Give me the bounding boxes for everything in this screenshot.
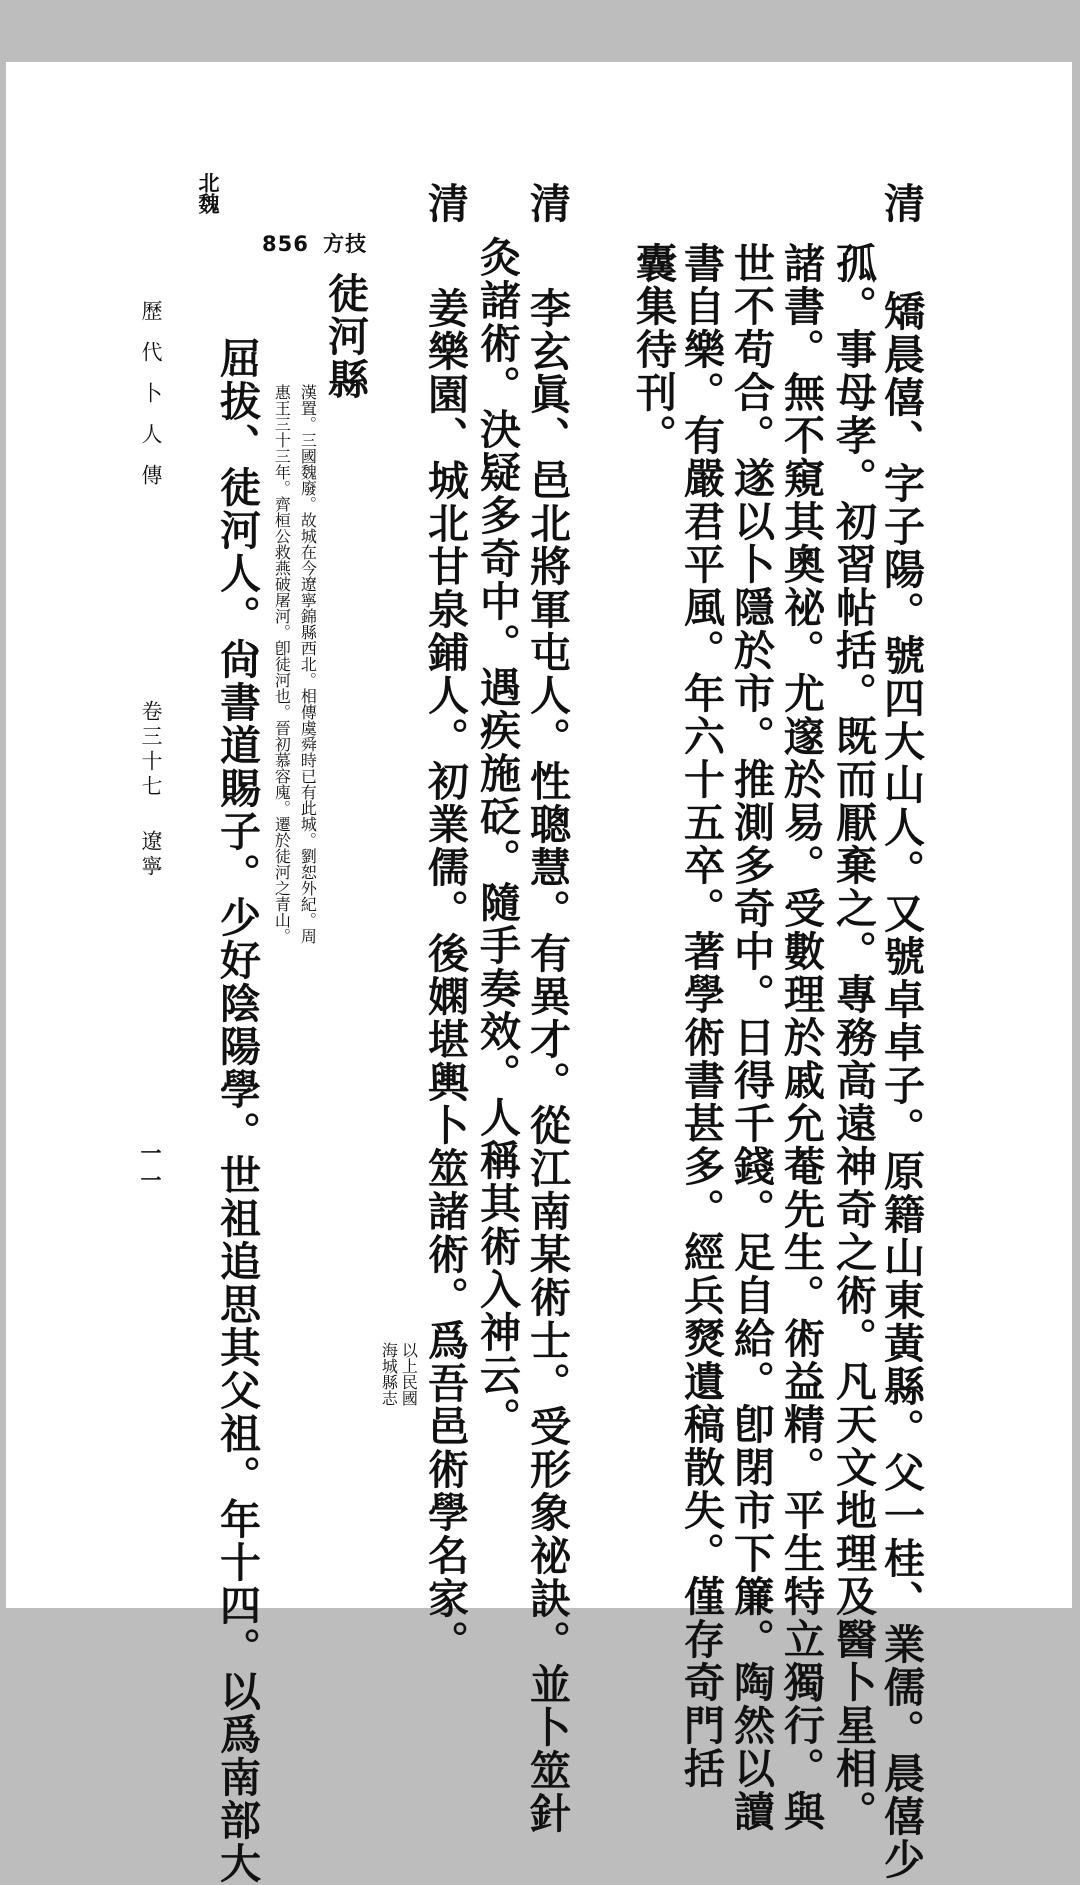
text-column-3: 諸書。無不窺其奧祕。尤邃於易。受數理於戚允菴先生。術益精。平生特立獨行。與 xyxy=(777,242,825,1833)
entry-3-heading: 清 xyxy=(421,182,469,223)
source-note-line-2: 海城縣志 xyxy=(379,1342,399,1406)
volume-label: 卷三十七 xyxy=(139,700,163,800)
place-name-heading: 徒河縣 xyxy=(321,272,369,401)
book-title: 歷代卜人傳 xyxy=(139,300,163,505)
source-note-line-1: 以上民國 xyxy=(399,1342,419,1406)
text-column-6: 囊集待刊。 xyxy=(629,242,677,457)
text-column-11: 屈拔、徒河人。尙書道賜子。少好陰陽學。世祖追思其父祖。年十四。以爲南部大 xyxy=(213,337,261,1885)
text-column-7: 李玄眞、邑北將軍屯人。性聰慧。有異才。從江南某術士。受形象祕訣。並卜筮針 xyxy=(523,287,571,1835)
text-column-5: 書自樂。有嚴君平風。年六十五卒。著學術書甚多。經兵燹遺稿散失。僅存奇門括 xyxy=(677,242,725,1790)
entry-1-heading: 清 xyxy=(877,182,925,223)
entry-4-dynasty: 北魏 xyxy=(196,172,221,214)
book-page xyxy=(6,62,1072,1885)
text-column-4: 世不苟合。遂以卜隱於市。推測多奇中。日得千錢。足自給。卽閉市下簾。陶然以讀 xyxy=(727,242,775,1833)
section-label: 方技 xyxy=(323,232,368,256)
text-column-2: 孤。事母孝。初習帖括。既而厭棄之。專務高遠神奇之術。凡天文地理及醫卜星相。 xyxy=(829,242,877,1833)
text-column-1: 矯晨僖、字子陽。號四大山人。又號卓卓子。原籍山東黃縣。父一桂、業儒。晨僖少 xyxy=(877,290,925,1881)
section-number: 856 xyxy=(262,232,309,256)
text-column-8: 灸諸術。決疑多奇中。遇疾施砭。隨手奏效。人稱其術入神云。 xyxy=(473,236,521,1440)
place-note-line-2: 惠王三十三年。齊桓公救燕破屠河。卽徒河也。晉初慕容廆。遷於徒河之青山。 xyxy=(272,384,292,944)
page-number: 一一 xyxy=(138,1142,163,1196)
section-header xyxy=(262,228,367,258)
text-column-9: 姜樂園、城北甘泉鋪人。初業儒。後嫻堪輿卜筮諸術。爲吾邑術學名家。 xyxy=(421,287,469,1663)
place-note-line-1: 漢置。三國魏廢。故城在今遼寧錦縣西北。相傳虞舜時已有此城。劉恕外紀。周 xyxy=(298,384,318,944)
region-label: 遼寧 xyxy=(139,830,163,880)
entry-2-heading: 清 xyxy=(523,182,571,223)
